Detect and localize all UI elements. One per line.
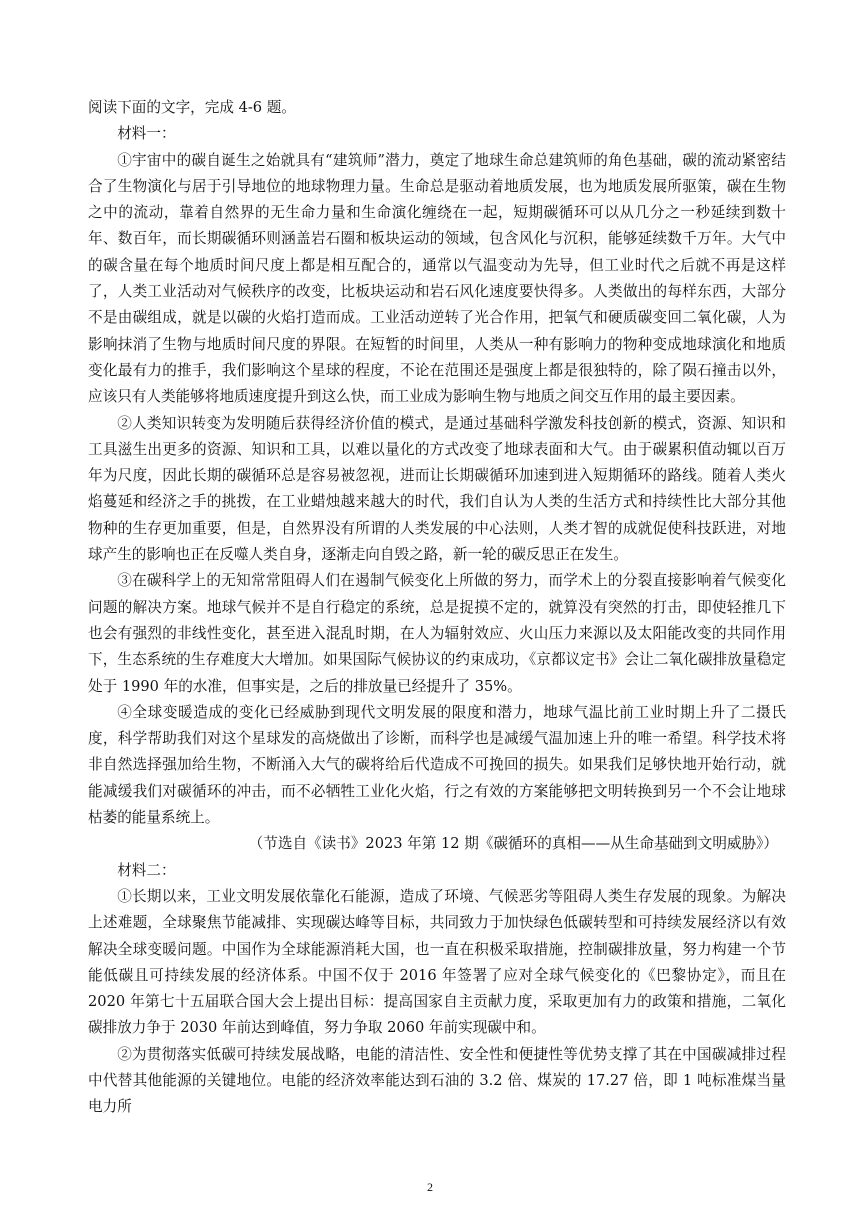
document-body xyxy=(88,95,786,1121)
material1-paragraph-4: ④全球变暖造成的变化已经威胁到现代文明发展的限度和潜力，地球气温比前工业时期上升了二摄氏度，科学帮助我们对这个星球发的高烧做出了诊断，而科学也是减缓气温加速上升的唯一希望。科学技术将非自然选择强加给生物，不断涌入大气的碳将给后代造成不可挽回的损失。如果我们足够快地开始行动，就能减缓我们对碳循环的冲击，而不必牺牲工业化火焰，行之有效的方案能够把文明转换到另一个不会让地球枯萎的能量系统上。 xyxy=(88,703,786,827)
material2-paragraph-2: ②为贯彻落实低碳可持续发展战略，电能的清洁性、安全性和便捷性等优势支撑了其在中国碳减排过程中代替其他能源的关键地位。电能的经济效率能达到石油的 3.2 倍、煤炭的 17.27 倍，即 1 吨标准煤当量电力所 xyxy=(88,1045,786,1116)
material2-heading: 材料二： xyxy=(117,861,176,879)
material1-paragraph-3: ③在碳科学上的无知常常阻碍人们在遏制气候变化上所做的努力，而学术上的分裂直接影响着气候变化问题的解决方案。地球气候并不是自行稳定的系统，总是捉摸不定的，就算没有突然的打击，即使轻推几下也会有强烈的非线性变化，甚至进入混乱时期，在人为辐射效应、火山压力来源以及太阳能改变的共同作用下，生态系统的生存难度大大增加。如果国际气候协议的约束成功，《京都议定书》会让二氧化碳排放量稳定处于 1990 年的水准，但事实是，之后的排放量已经提升了 35%。 xyxy=(88,572,786,695)
reading-instruction: 阅读下面的文字，完成 4-6 题。 xyxy=(88,99,296,116)
material1-heading: 材料一： xyxy=(117,125,176,143)
material1-paragraph-2: ②人类知识转变为发明随后获得经济价值的模式，是通过基础科学激发科技创新的模式，资源、知识和工具滋生出更多的资源、知识和工具，以难以量化的方式改变了地球表面和大气。由于碳累积值动辄以百万年为尺度，因此长期的碳循环总是容易被忽视，进而让长期碳循环加速到进入短期循环的路线。随着人类火焰蔓延和经济之手的挑拨，在工业蜡烛越来越大的时代，我们自认为人类的生活方式和持续性比大部分其他物种的生存更加重要，但是，自然界没有所谓的人类发展的中心法则，人类才智的成就促使科技跃进，对地球产生的影响也正在反噬人类自身，逐渐走向自毁之路，新一轮的碳反思正在发生。 xyxy=(88,414,786,564)
material1-paragraph-1: ①宇宙中的碳自诞生之始就具有“建筑师”潜力，奠定了地球生命总建筑师的角色基础，碳的流动紧密结合了生物演化与居于引导地位的地球物理力量。生命总是驱动着地质发展，也为地质发展所驱策，碳在生物之中的流动，靠着自然界的无生命力量和生命演化缠绕在一起，短期碳循环可以从几分之一秒延续到数十年、数百年，而长期碳循环则涵盖岩石圈和板块运动的领域，包含风化与沉积，能够延续数千万年。大气中的碳含量在每个地质时间尺度上都是相互配合的，通常以气温变动为先导，但工业时代之后就不再是这样了，人类工业活动对气候秩序的改变，比板块运动和岩石风化速度要快得多。人类做出的每样东西，大部分不是由碳组成，就是以碳的火焰打造而成。工业活动逆转了光合作用，把氧气和硬质碳变回二氧化碳，人为影响抹消了生物与地质时间尺度的界限。在短暂的时间里，人类从一种有影响力的物种变成地球演化和地质变化最有力的推手，我们影响这个星球的程度，不论在范围还是强度上都是很独特的，除了陨石撞击以外，应该只有人类能够将地质速度提升到这么快，而工业成为影响生物与地质之间交互作用的最主要因素。 xyxy=(88,151,786,406)
page-number: 2 xyxy=(427,1180,433,1194)
material1-source: （节选自《读书》2023 年第 12 期《碳循环的真相——从生命基础到文明威胁》） xyxy=(248,835,778,853)
material2-paragraph-1: ①长期以来，工业文明发展依靠化石能源，造成了环境、气候恶劣等阻碍人类生存发展的现象。为解决上述难题，全球聚焦节能减排、实现碳达峰等目标，共同致力于加快绿色低碳转型和可持续发展经济以有效解决全球变暖问题。中国作为全球能源消耗大国，也一直在积极采取措施，控制碳排放量，努力构建一个节能低碳且可持续发展的经济体系。中国不仅于 2016 年签署了应对全球气候变化的《巴黎协定》，而且在 2020 年第七十五届联合国大会上提出目标：提高国家自主贡献力度，采取更加有力的政策和措施，二氧化碳排放力争于 2030 年前达到峰值，努力争取 2060 年前实现碳中和。 xyxy=(88,887,786,1037)
